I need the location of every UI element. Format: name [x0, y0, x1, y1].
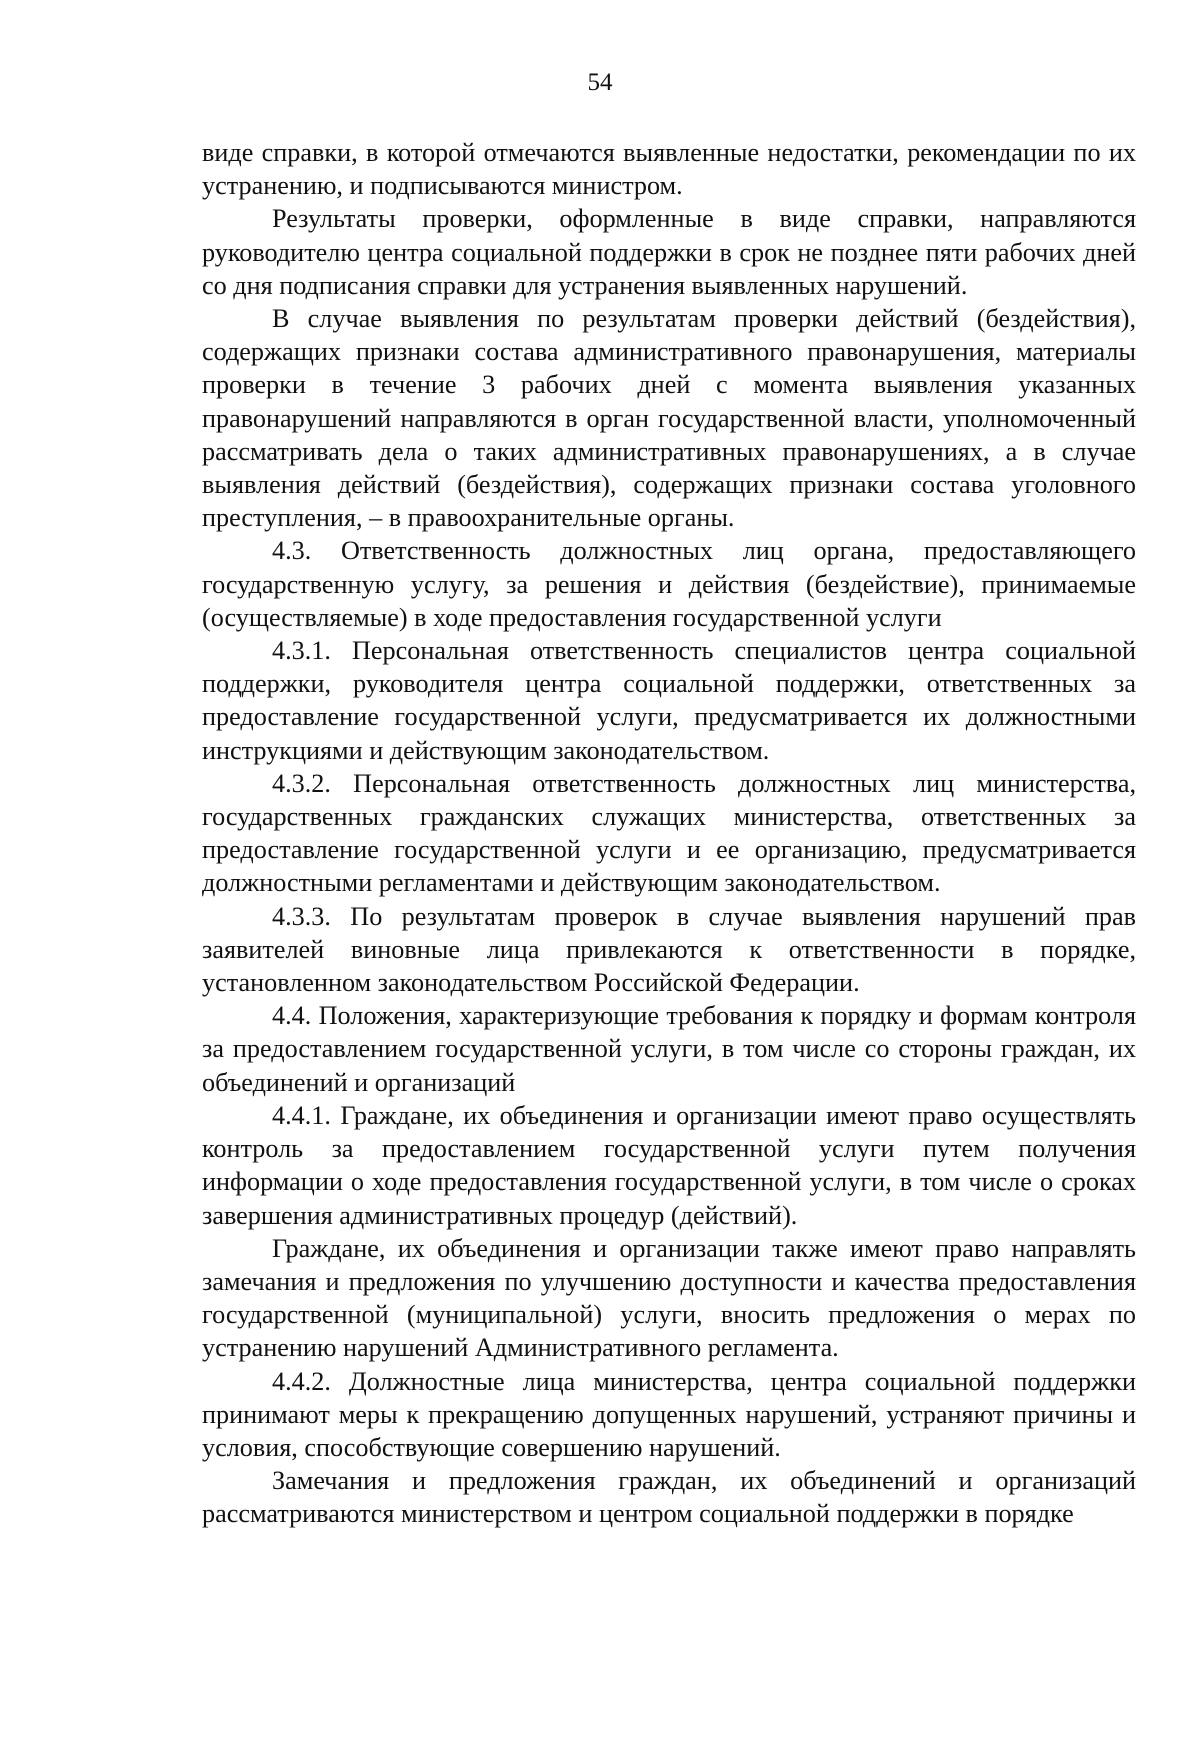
paragraph-citizens-rights: Граждане, их объединения и организации также имеют право направлять замечания и предложения по улучшению доступности и качества предоставления государственной (муниципальной) услуги, вносить предложения о мерах по устранению нарушений Административного регламента.	[202, 1233, 1136, 1363]
paragraph-remarks-consideration: Замечания и предложения граждан, их объединений и организаций рассматриваются министерством и центром социальной поддержки в порядке	[202, 1466, 1136, 1529]
paragraph-4-3-2: 4.3.2. Персональная ответственность должностных лиц министерства, государственных гражданских служащих министерства, ответственных за предоставление государственной услуги и ее организацию, предусматривается должностными регламентами и действующим законодательством.	[202, 768, 1136, 898]
paragraph-4-4-1: 4.4.1. Граждане, их объединения и организации имеют право осуществлять контроль за предоставлением государственной услуги путем получения информации о ходе предоставления государственной услуги, в том числе о сроках завершения административных процедур (действий).	[202, 1100, 1136, 1230]
paragraph-administrative-violation: В случае выявления по результатам проверки действий (бездействия), содержащих признаки состава административного правонарушения, материалы проверки в течение 3 рабочих дней с момента выявления указанных правонарушений направляются в орган государственной власти, уполномоченный рассматривать дела о таких административных правонарушениях, а в случае выявления действий (бездействия), содержащих признаки состава уголовного преступления, – в правоохранительные органы.	[202, 304, 1136, 533]
page-number: 54	[587, 69, 613, 96]
document-body	[202, 136, 1136, 1531]
section-heading-4-3: 4.3. Ответственность должностных лиц органа, предоставляющего государственную услугу, за решения и действия (бездействие), принимаемые (осуществляемые) в ходе предоставления государственной услуги	[202, 536, 1136, 632]
paragraph-inspection-results: Результаты проверки, оформленные в виде справки, направляются руководителю центра социальной поддержки в срок не позднее пяти рабочих дней со дня подписания справки для устранения выявленных нарушений.	[202, 204, 1136, 300]
paragraph-4-3-3: 4.3.3. По результатам проверок в случае выявления нарушений прав заявителей виновные лица привлекаются к ответственности в порядке, установленном законодательством Российской Федерации.	[202, 901, 1136, 998]
paragraph-continuation: виде справки, в которой отмечаются выявленные недостатки, рекомендации по их устранению, и подписываются министром.	[202, 138, 1136, 201]
paragraph-4-3-1: 4.3.1. Персональная ответственность специалистов центра социальной поддержки, руководителя центра социальной поддержки, ответственных за предоставление государственной услуги, предусматривается их должностными инструкциями и действующим законодательством.	[202, 636, 1136, 765]
section-heading-4-4: 4.4. Положения, характеризующие требования к порядку и формам контроля за предоставлением государственной услуги, в том числе со стороны граждан, их объединений и организаций	[202, 1001, 1136, 1097]
paragraph-4-4-2: 4.4.2. Должностные лица министерства, центра социальной поддержки принимают меры к прекращению допущенных нарушений, устраняют причины и условия, способствующие совершению нарушений.	[202, 1366, 1136, 1462]
